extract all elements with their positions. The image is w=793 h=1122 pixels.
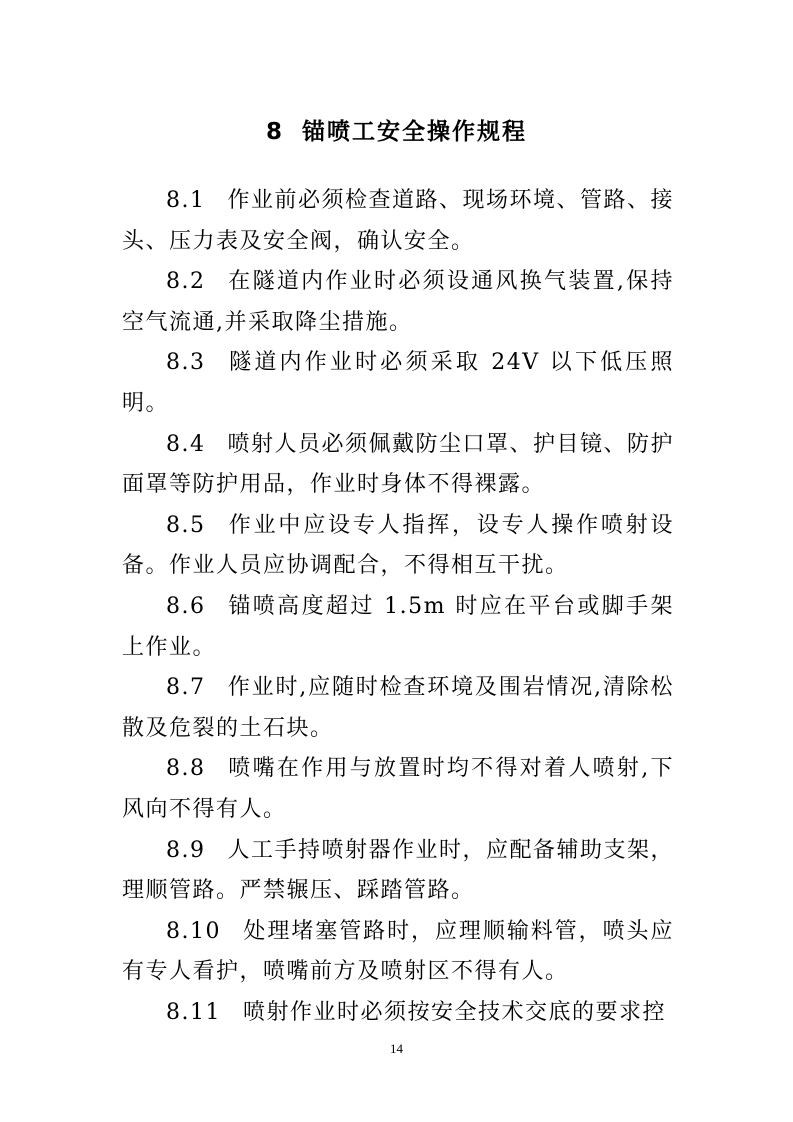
clause-number: 8.8 <box>166 756 206 782</box>
clause-text: 作业时,应随时检查环境及围岩情况,清除松散及危裂的土石块。 <box>122 675 674 741</box>
clause-text: 人工手持喷射器作业时，应配备辅助支架，理顺管路。严禁辗压、踩踏管路。 <box>122 837 675 904</box>
clause-text: 作业前必须检查道路、现场环境、管路、接头、压力表及安全阀，确认安全。 <box>122 188 675 254</box>
page-number: 14 <box>390 1041 403 1056</box>
clause-number: 8.3 <box>166 350 206 376</box>
section-title: 锚喷工安全操作规程 <box>302 119 527 146</box>
clause-8-9 <box>122 831 674 912</box>
clause-text: 隧道内作业时必须采取 24V 以下低压照明。 <box>122 350 674 416</box>
clause-8-10 <box>122 912 674 993</box>
clause-list <box>122 181 674 1033</box>
clause-8-5 <box>122 506 674 587</box>
clause-8-7 <box>122 668 674 749</box>
clause-text: 在隧道内作业时必须设通风换气装置,保持空气流通,并采取降尘措施。 <box>122 269 674 335</box>
clause-number: 8.2 <box>166 269 206 295</box>
clause-number: 8.1 <box>166 188 206 213</box>
clause-number: 8.10 <box>166 918 221 944</box>
clause-8-1 <box>122 181 674 262</box>
clause-8-3 <box>122 343 674 424</box>
clause-8-8 <box>122 749 674 830</box>
section-heading <box>0 112 793 152</box>
clause-number: 8.4 <box>166 431 206 457</box>
clause-8-4 <box>122 425 674 506</box>
clause-text: 喷嘴在作用与放置时均不得对着人喷射,下风向不得有人。 <box>122 756 674 822</box>
clause-number: 8.6 <box>166 593 206 619</box>
clause-number: 8.9 <box>166 837 206 863</box>
clause-8-6 <box>122 587 674 668</box>
clause-number: 8.5 <box>166 512 206 538</box>
section-number: 8 <box>265 119 284 146</box>
clause-number: 8.11 <box>166 999 221 1025</box>
clause-number: 8.7 <box>166 675 206 701</box>
clause-text: 喷射人员必须佩戴防尘口罩、护目镜、防护面罩等防护用品，作业时身体不得裸露。 <box>122 431 675 498</box>
clause-8-11 <box>122 993 674 1034</box>
clause-text: 处理堵塞管路时，应理顺输料管，喷头应有专人看护，喷嘴前方及喷射区不得有人。 <box>122 918 674 985</box>
clause-8-2 <box>122 262 674 343</box>
clause-text: 作业中应设专人指挥，设专人操作喷射设备。作业人员应协调配合，不得相互干扰。 <box>122 512 674 579</box>
clause-text: 锚喷高度超过 1.5m 时应在平台或脚手架上作业。 <box>122 593 674 660</box>
clause-text: 喷射作业时必须按安全技术交底的要求控 <box>242 999 666 1025</box>
